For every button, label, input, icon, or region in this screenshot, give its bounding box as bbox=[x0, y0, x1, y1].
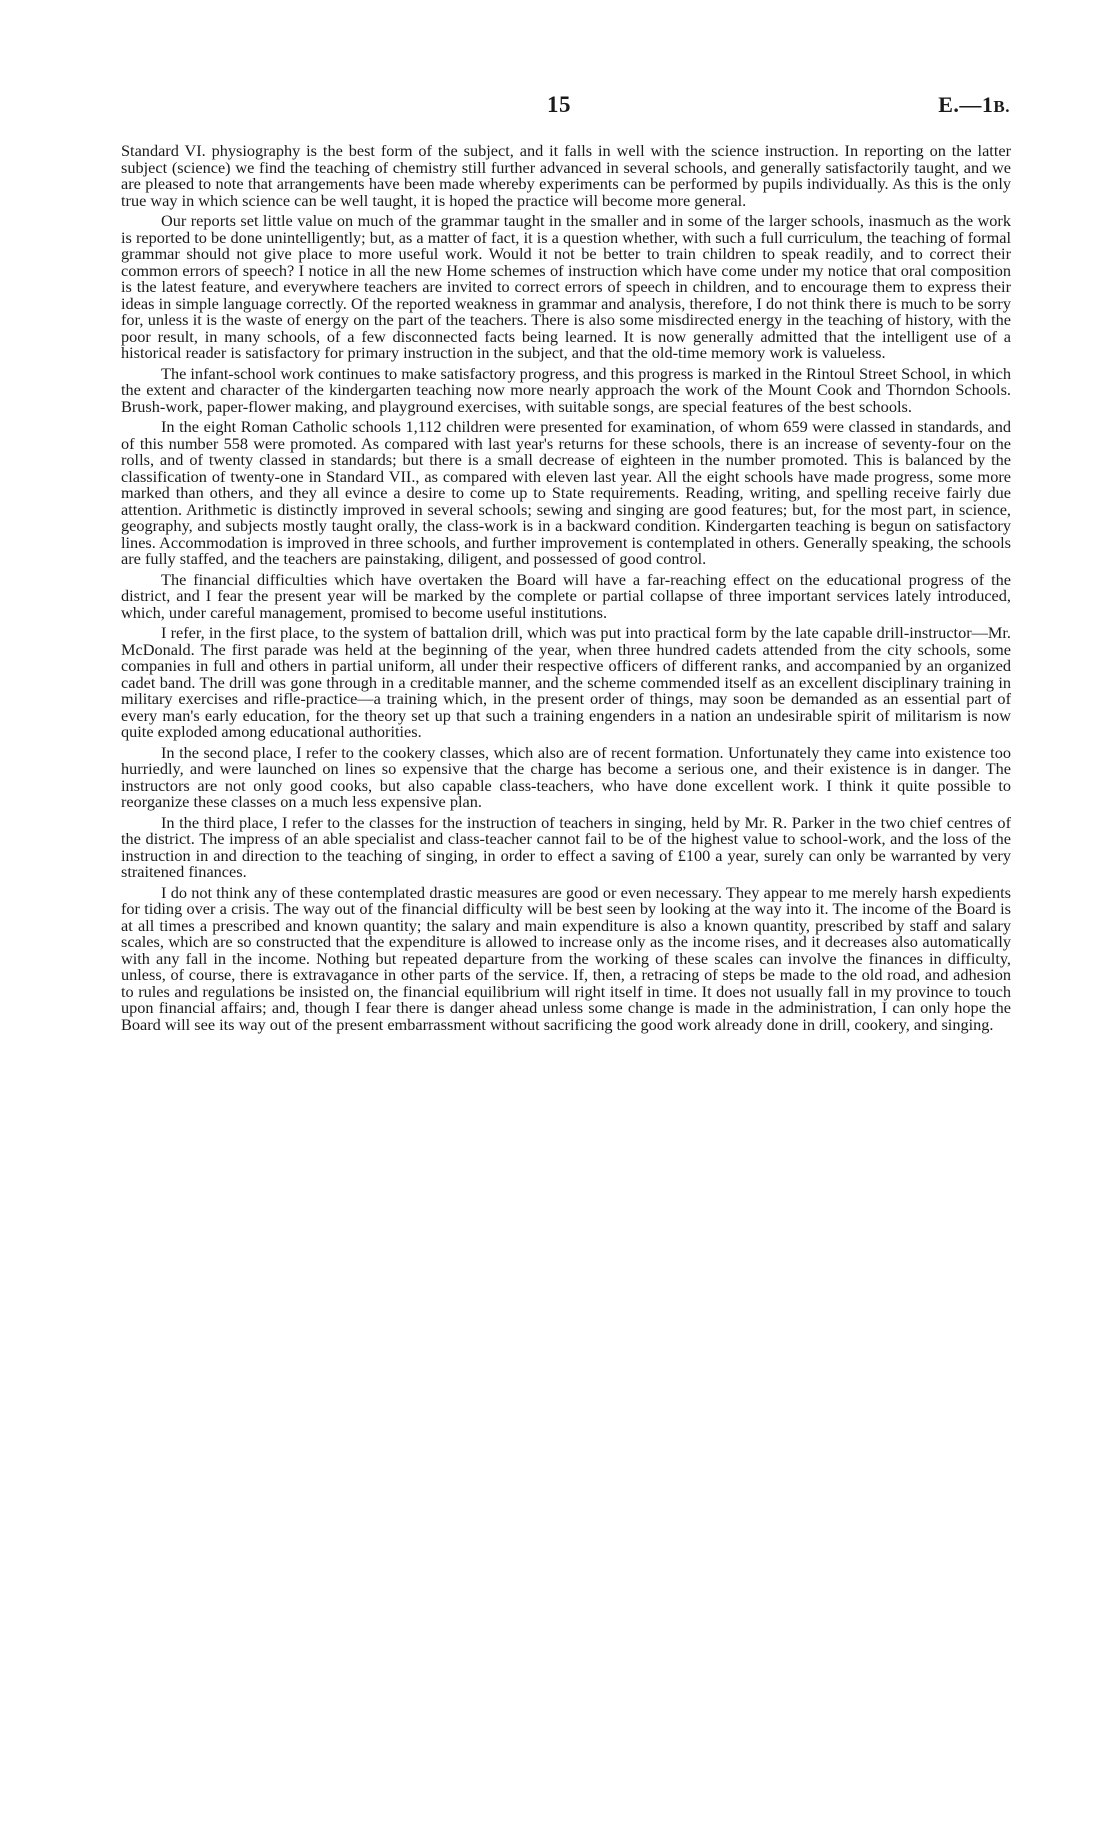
document-reference bbox=[938, 92, 1010, 118]
report-body bbox=[121, 143, 1011, 1037]
paragraph-drastic-measures: I do not think any of these contemplated drastic measures are good or even necessary. They appear to me merely harsh expedients for tiding over a crisis. The way out of the financial difficulty will be best seen by looking at the way into it. The income of the Board is at all times a prescribed and known quantity; the salary and main expenditure is also a known quantity, prescribed by staff and salary scales, which are so constructed that the expenditure is allowed to increase only as the income rises, and it decreases also automatically with any fall in the income. Nothing but repeated departure from the working of these scales can involve the finances in difficulty, unless, of course, there is extravagance in other parts of the service. If, then, a retracing of steps be made to the old road, and adhesion to rules and regulations be insisted on, the financial equilibrium will right itself in time. It does not usually fall in my province to touch upon financial affairs; and, though I fear there is danger ahead unless some change is made in the administration, I can only hope the Board will see its way out of the present embarrassment without sacrificing the good work already done in drill, cookery, and singing. bbox=[121, 882, 1011, 1034]
paragraph-grammar: Our reports set little value on much of the grammar taught in the smaller and in some of the larger schools, inasmuch as the work is reported to be done unintelligently; but, as a matter of fact, it is a question whether, with such a full curriculum, the teaching of formal grammar should not give place to more useful work. Would it not be better to train children to speak readily, and to correct their common errors of speech? I notice in all the new Home schemes of instruction which have come under my notice that oral composition is the latest feature, and everywhere teachers are invited to correct errors of speech in children, and to encourage them to express their ideas in simple language correctly. Of the reported weakness in grammar and analysis, therefore, I do not think there is much to be sorry for, unless it is the waste of energy on the part of the teachers. There is also some misdirected energy in the teaching of history, with the poor result, in many schools, of a few disconnected facts being learned. It is now generally admitted that the intelligent use of a historical reader is satisfactory for primary instruction in the subject, and that the old-time memory work is valueless. bbox=[121, 211, 1011, 362]
paragraph-financial-difficulties: The financial difficulties which have overtaken the Board will have a far-reaching effect on the educational progress of the district, and I fear the present year will be marked by the complete or partial collapse of three important services lately introduced, which, under careful management, promised to become useful institutions. bbox=[121, 569, 1011, 622]
page-number: 15 bbox=[547, 92, 571, 117]
document-reference-suffix: B. bbox=[993, 97, 1010, 116]
paragraph-cookery-classes: In the second place, I refer to the cookery classes, which also are of recent formation. Unfortunately they came into existence too hurriedly, and were launched on lines so expensive that the charge has become a serious one, and their existence is in danger. The instructors are not only good cooks, but also capable class-teachers, who have done excellent work. I think it quite possible to reorganize these classes on a much less expensive plan. bbox=[121, 742, 1011, 811]
paragraph-roman-catholic-schools: In the eight Roman Catholic schools 1,112 children were presented for examination, of whom 659 were classed in standards, and of this number 558 were promoted. As compared with last year's returns for these schools, there is an increase of seventy-four on the rolls, and of twenty classed in standards; but there is a small decrease of eighteen in the number promoted. This is balanced by the classification of twenty-one in Standard VII., as compared with eleven last year. All the eight schools have made progress, some more marked than others, and they all evince a desire to come up to State requirements. Reading, writing, and spelling receive fairly due attention. Arithmetic is distinctly improved in several schools; sewing and singing are good features; but, for the most part, in science, geography, and subjects mostly taught orally, the class-work is in a backward condition. Kindergarten teaching is begun on satisfactory lines. Accommodation is improved in three schools, and further improvement is contemplated in others. Generally speaking, the schools are fully staffed, and the teachers are painstaking, diligent, and possessed of good control. bbox=[121, 417, 1011, 568]
paragraph-battalion-drill: I refer, in the first place, to the system of battalion drill, which was put into practical form by the late capable drill-instructor—Mr. McDonald. The first parade was held at the beginning of the year, when three hundred cadets attended from the city schools, some companies in full and others in partial uniform, all under their respective officers of different ranks, and accompanied by an organized cadet band. The drill was gone through in a creditable manner, and the scheme commended itself as an excellent disciplinary training in military exercises and rifle-practice—a training which, in the present order of things, may soon be demanded as an essential part of every man's early education, for the theory set up that such a training engenders in a nation an undesirable spirit of militarism is now quite exploded among educational authorities. bbox=[121, 623, 1011, 741]
page-header bbox=[0, 92, 1114, 132]
document-reference-main: E.—1 bbox=[938, 92, 994, 117]
paragraph-science: Standard VI. physiography is the best form of the subject, and it falls in well with the science instruction. In reporting on the latter subject (science) we find the teaching of chemistry still further advanced in several schools, and generally satisfactorily taught, and we are pleased to note that arrangements have been made whereby experiments can be performed by pupils individually. As this is the only true way in which science can be well taught, it is hoped the practice will become more general. bbox=[121, 141, 1011, 210]
paragraph-infant-school: The infant-school work continues to make satisfactory progress, and this progress is marked in the Rintoul Street School, in which the extent and character of the kindergarten teaching now more nearly approach the work of the Mount Cook and Thorndon Schools. Brush-work, paper-flower making, and playground exercises, with suitable songs, are special features of the best schools. bbox=[121, 363, 1011, 416]
paragraph-singing-classes: In the third place, I refer to the classes for the instruction of teachers in singing, held by Mr. R. Parker in the two chief centres of the district. The impress of an able specialist and class-teacher cannot fail to be of the highest value to school-work, and the loss of the instruction in and direction to the teaching of singing, in order to effect a saving of £100 a year, surely can only be warranted by very straitened finances. bbox=[121, 812, 1011, 881]
